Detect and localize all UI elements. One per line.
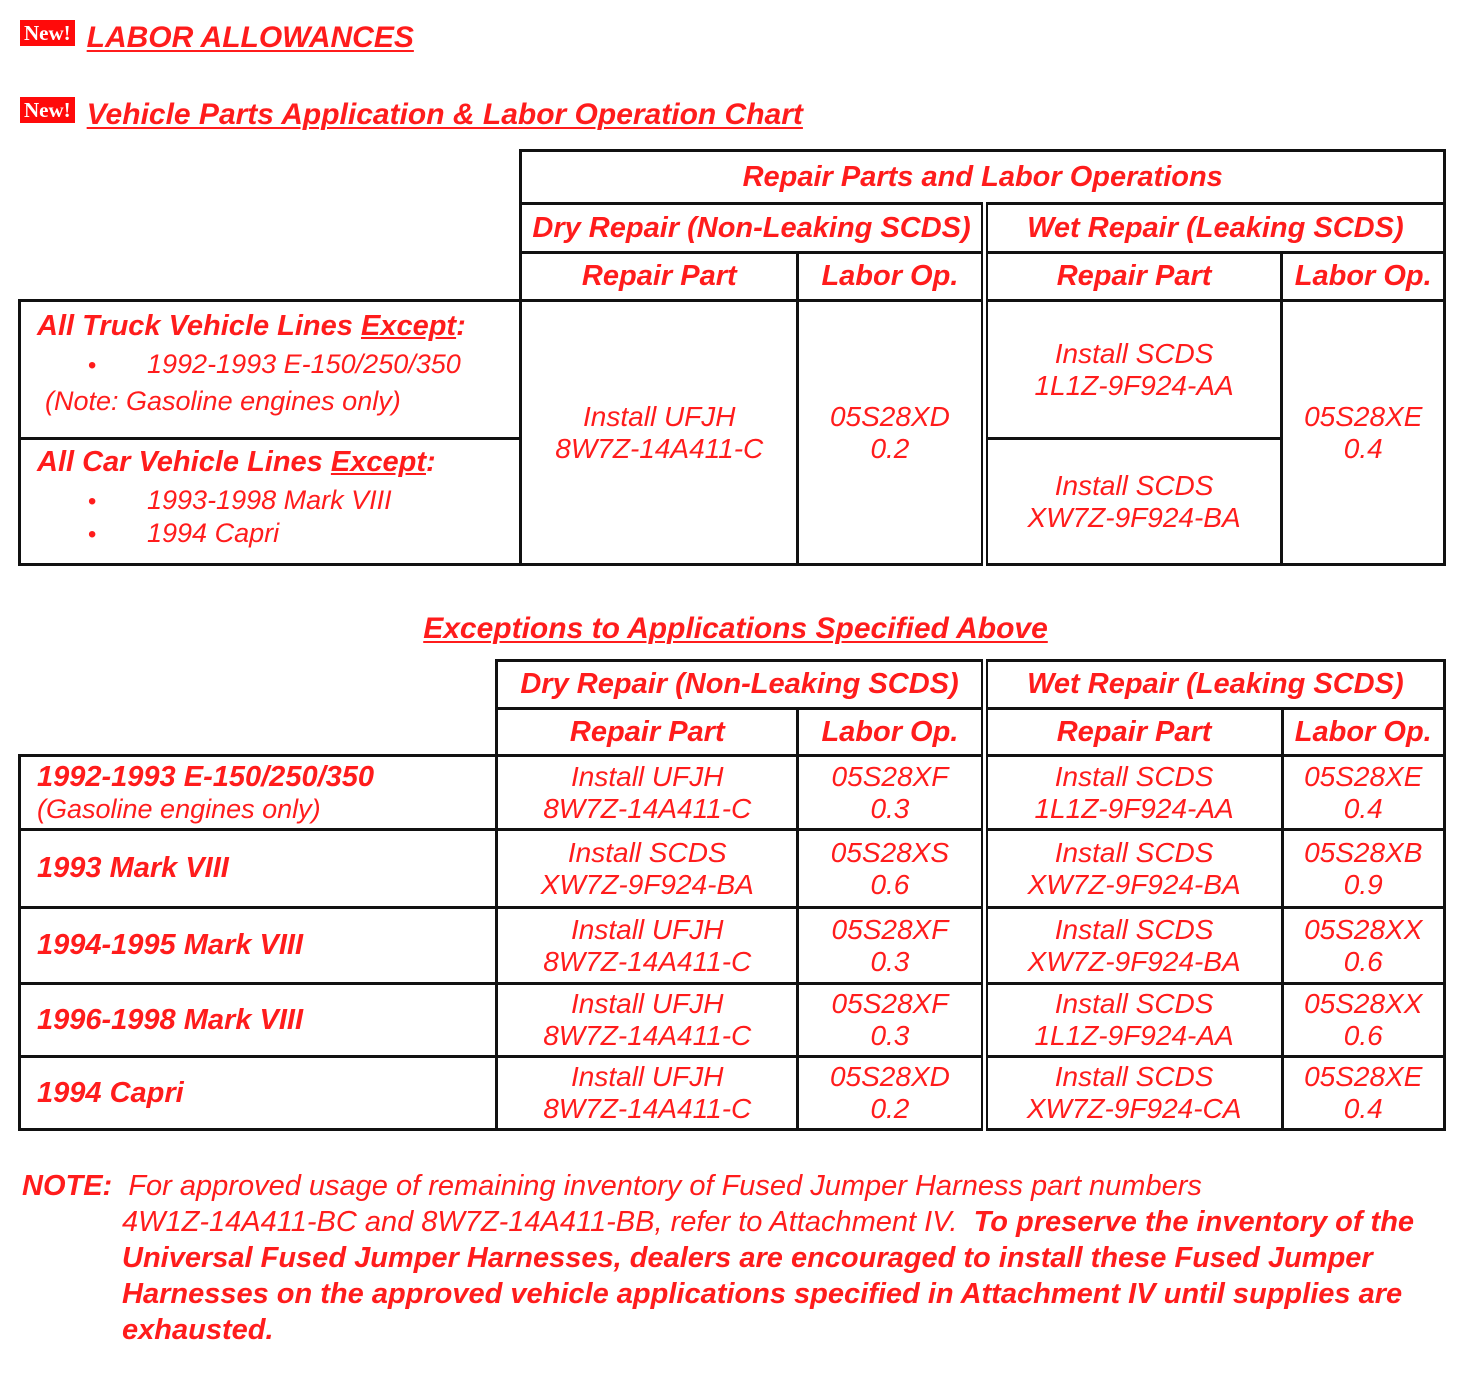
dry-repair-part: Install UFJH 8W7Z-14A411-C xyxy=(497,908,798,984)
table-row xyxy=(20,984,1445,1057)
col-labor-op: Labor Op. xyxy=(798,709,985,756)
wet-repair-part: Install SCDS XW7Z-9F924-BA xyxy=(984,439,1282,565)
list-item: • 1994 Capri xyxy=(87,518,280,548)
dry-repair-part: Install UFJH 8W7Z-14A411-C xyxy=(521,301,798,565)
wet-labor-op: 05S28XE 0.4 xyxy=(1282,756,1444,830)
labor-allowances-heading xyxy=(20,20,414,56)
dry-repair-part: Install UFJH 8W7Z-14A411-C xyxy=(497,1057,798,1130)
dry-repair-header: Dry Repair (Non-Leaking SCDS) xyxy=(497,661,984,709)
wet-repair-header: Wet Repair (Leaking SCDS) xyxy=(984,204,1444,253)
vehicle-label: 1994 Capri xyxy=(20,1057,497,1130)
list-item: • 1993-1998 Mark VIII xyxy=(87,485,392,515)
vehicle-label: 1996-1998 Mark VIII xyxy=(20,984,497,1057)
dry-labor-op: 05S28XF 0.3 xyxy=(798,908,985,984)
dry-labor-op: 05S28XD 0.2 xyxy=(798,1057,985,1130)
dry-labor-op: 05S28XS 0.6 xyxy=(798,830,985,908)
wet-repair-header: Wet Repair (Leaking SCDS) xyxy=(984,661,1444,709)
table-row xyxy=(20,756,1445,830)
parts-application-table xyxy=(18,149,1446,566)
col-labor-op: Labor Op. xyxy=(1282,709,1444,756)
vehicle-label: 1992-1993 E-150/250/350 (Gasoline engines only) xyxy=(20,756,497,830)
page-title: LABOR ALLOWANCES xyxy=(86,21,414,54)
wet-repair-part: Install SCDS XW7Z-9F924-CA xyxy=(984,1057,1282,1130)
wet-labor-op: 05S28XB 0.9 xyxy=(1282,830,1444,908)
truck-note: (Note: Gasoline engines only) xyxy=(45,386,401,416)
vehicle-label: 1994-1995 Mark VIII xyxy=(20,908,497,984)
col-labor-op: Labor Op. xyxy=(798,253,985,301)
table-row xyxy=(20,908,1445,984)
wet-labor-op: 05S28XX 0.6 xyxy=(1282,984,1444,1057)
vehicle-label: 1993 Mark VIII xyxy=(20,830,497,908)
dry-labor-op: 05S28XF 0.3 xyxy=(798,756,985,830)
note-text-1: For approved usage of remaining inventory of Fused Jumper Harness part numbers xyxy=(128,1170,1202,1202)
col-repair-part: Repair Part xyxy=(497,709,798,756)
dry-repair-part: Install SCDS XW7Z-9F924-BA xyxy=(497,830,798,908)
dry-repair-part: Install UFJH 8W7Z-14A411-C xyxy=(497,756,798,830)
dry-repair-header: Dry Repair (Non-Leaking SCDS) xyxy=(521,204,984,253)
dry-labor-op: 05S28XF 0.3 xyxy=(798,984,985,1057)
note-lead: NOTE: xyxy=(22,1170,113,1202)
wet-labor-op: 05S28XX 0.6 xyxy=(1282,908,1444,984)
note-paragraph xyxy=(22,1168,1442,1348)
col-repair-part: Repair Part xyxy=(984,253,1282,301)
dry-labor-op: 05S28XD 0.2 xyxy=(798,301,985,565)
car-lines-cell xyxy=(20,439,521,565)
col-labor-op: Labor Op. xyxy=(1282,253,1445,301)
dry-repair-part: Install UFJH 8W7Z-14A411-C xyxy=(497,984,798,1057)
wet-repair-part: Install SCDS 1L1Z-9F924-AA xyxy=(984,756,1282,830)
wet-repair-part: Install SCDS 1L1Z-9F924-AA xyxy=(984,984,1282,1057)
col-repair-part: Repair Part xyxy=(984,709,1282,756)
chart-title: Vehicle Parts Application & Labor Operation Chart xyxy=(86,98,803,131)
wet-labor-op: 05S28XE 0.4 xyxy=(1282,1057,1444,1130)
wet-repair-part: Install SCDS 1L1Z-9F924-AA xyxy=(984,301,1282,439)
wet-repair-part: Install SCDS XW7Z-9F924-BA xyxy=(984,830,1282,908)
table-row xyxy=(20,830,1445,908)
table-row xyxy=(20,1057,1445,1130)
truck-lines-heading: All Truck Vehicle Lines Except: xyxy=(37,310,466,342)
new-badge: New! xyxy=(20,97,75,123)
truck-lines-cell xyxy=(20,301,521,439)
new-badge: New! xyxy=(20,20,75,46)
col-repair-part: Repair Part xyxy=(521,253,798,301)
chart-heading xyxy=(20,97,803,133)
note-text-2: 4W1Z-14A411-BC and 8W7Z-14A411-BB, refer to Attachment IV. xyxy=(122,1206,958,1238)
exceptions-title: Exceptions to Applications Specified Above xyxy=(423,612,1048,645)
wet-repair-part: Install SCDS XW7Z-9F924-BA xyxy=(984,908,1282,984)
car-lines-heading: All Car Vehicle Lines Except: xyxy=(37,446,436,478)
repair-parts-header: Repair Parts and Labor Operations xyxy=(521,151,1445,204)
note-bold-text: To preserve the inventory of the Universal Fused Jumper Harnesses, dealers are encouraged to install these Fused Jumper Harnesses on the approved vehicle applications specified in Attachment IV until supplies are exhausted. xyxy=(122,1206,1415,1346)
wet-labor-op: 05S28XE 0.4 xyxy=(1282,301,1445,565)
list-item: • 1992-1993 E-150/250/350 xyxy=(87,349,461,379)
exceptions-table xyxy=(18,659,1446,1131)
